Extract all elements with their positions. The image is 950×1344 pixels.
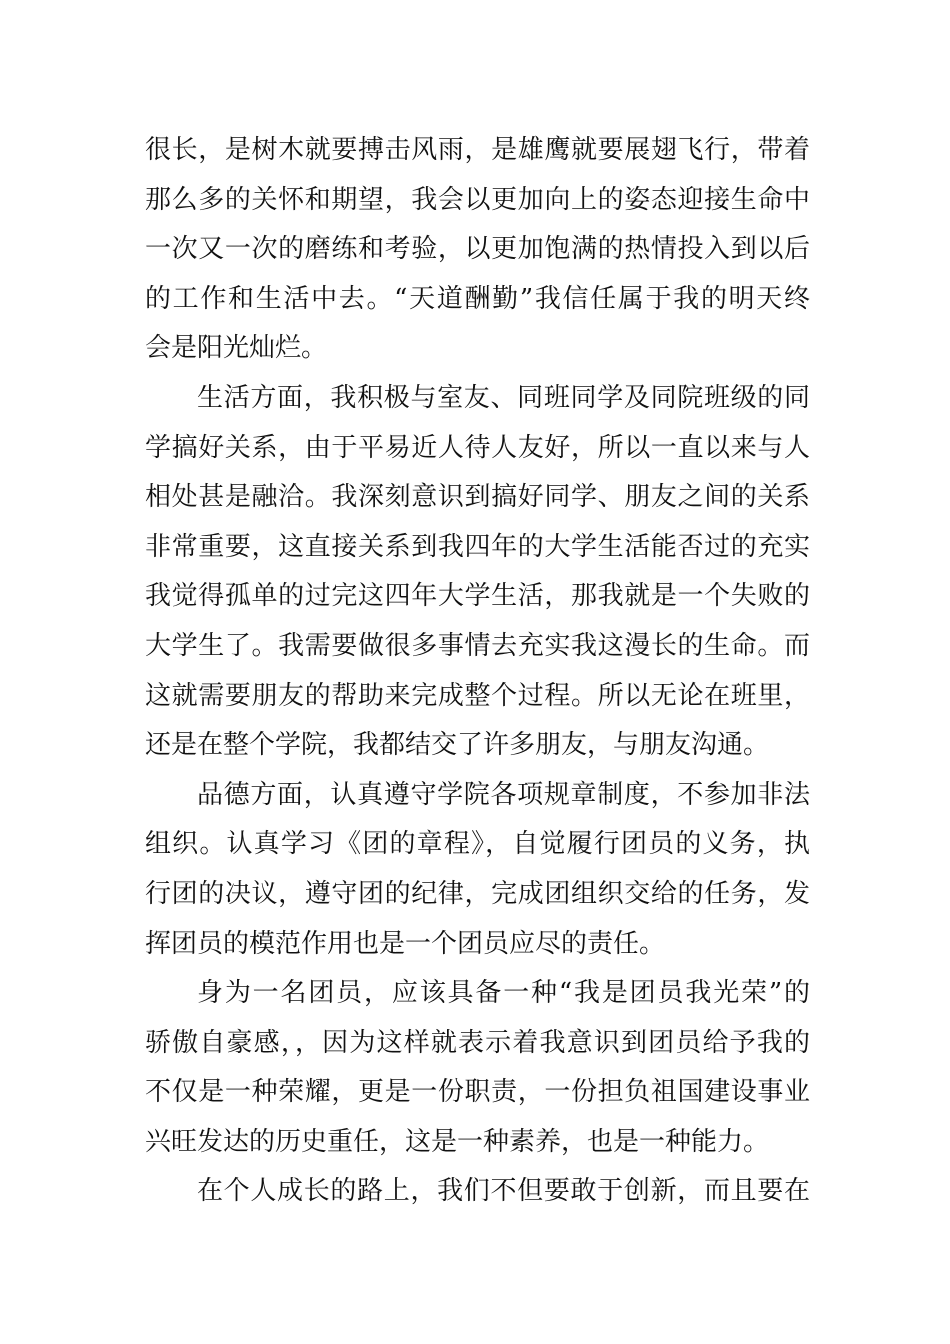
text-line: 的工作和生活中去。“天道酬勤”我信任属于我的明天终 [145, 283, 810, 314]
text-line: 大学生了。我需要做很多事情去充实我这漫长的生命。而 [145, 630, 810, 661]
paragraph [145, 374, 810, 771]
text-line: 身为一名团员，应该具备一种“我是团员我光荣”的 [197, 978, 810, 1009]
text-line: 品德方面，认真遵守学院各项规章制度，不参加非法 [197, 779, 810, 810]
document-body [145, 126, 810, 1217]
text-line: 生活方面，我积极与室友、同班同学及同院班级的同 [197, 382, 810, 413]
text-line: 会是阳光灿烂。 [145, 333, 328, 364]
text-line: 骄傲自豪感，，因为这样就表示着我意识到团员给予我的 [145, 1027, 810, 1058]
paragraph [145, 1167, 810, 1217]
paragraph [145, 771, 810, 969]
text-line: 我觉得孤单的过完这四年大学生活，那我就是一个失败的 [145, 581, 810, 612]
text-line: 组织。认真学习《团的章程》，自觉履行团员的义务，执 [145, 829, 810, 860]
paragraph [145, 126, 810, 374]
text-line: 行团的决议，遵守团的纪律，完成团组织交给的任务，发 [145, 878, 810, 909]
text-line: 非常重要，这直接关系到我四年的大学生活能否过的充实 [145, 531, 810, 562]
text-line: 挥团员的模范作用也是一个团员应尽的责任。 [145, 928, 666, 959]
text-line: 这就需要朋友的帮助来完成整个过程。所以无论在班里， [145, 680, 810, 711]
text-line: 在个人成长的路上，我们不但要敢于创新，而且要在 [197, 1176, 810, 1207]
text-line: 还是在整个学院，我都结交了许多朋友，与朋友沟通。 [145, 730, 770, 761]
text-line: 一次又一次的磨练和考验，以更加饱满的热情投入到以后 [145, 234, 810, 265]
text-line: 很长，是树木就要搏击风雨，是雄鹰就要展翅飞行，带着 [145, 135, 810, 165]
text-line: 学搞好关系，由于平易近人待人友好，所以一直以来与人 [145, 432, 810, 463]
text-line: 不仅是一种荣耀，更是一份职责，一份担负祖国建设事业 [145, 1077, 810, 1108]
text-line: 那么多的关怀和期望，我会以更加向上的姿态迎接生命中 [145, 184, 810, 215]
text-line: 相处甚是融洽。我深刻意识到搞好同学、朋友之间的关系 [145, 482, 810, 513]
paragraph [145, 969, 810, 1167]
text-line: 兴旺发达的历史重任，这是一种素养，也是一种能力。 [145, 1126, 770, 1157]
